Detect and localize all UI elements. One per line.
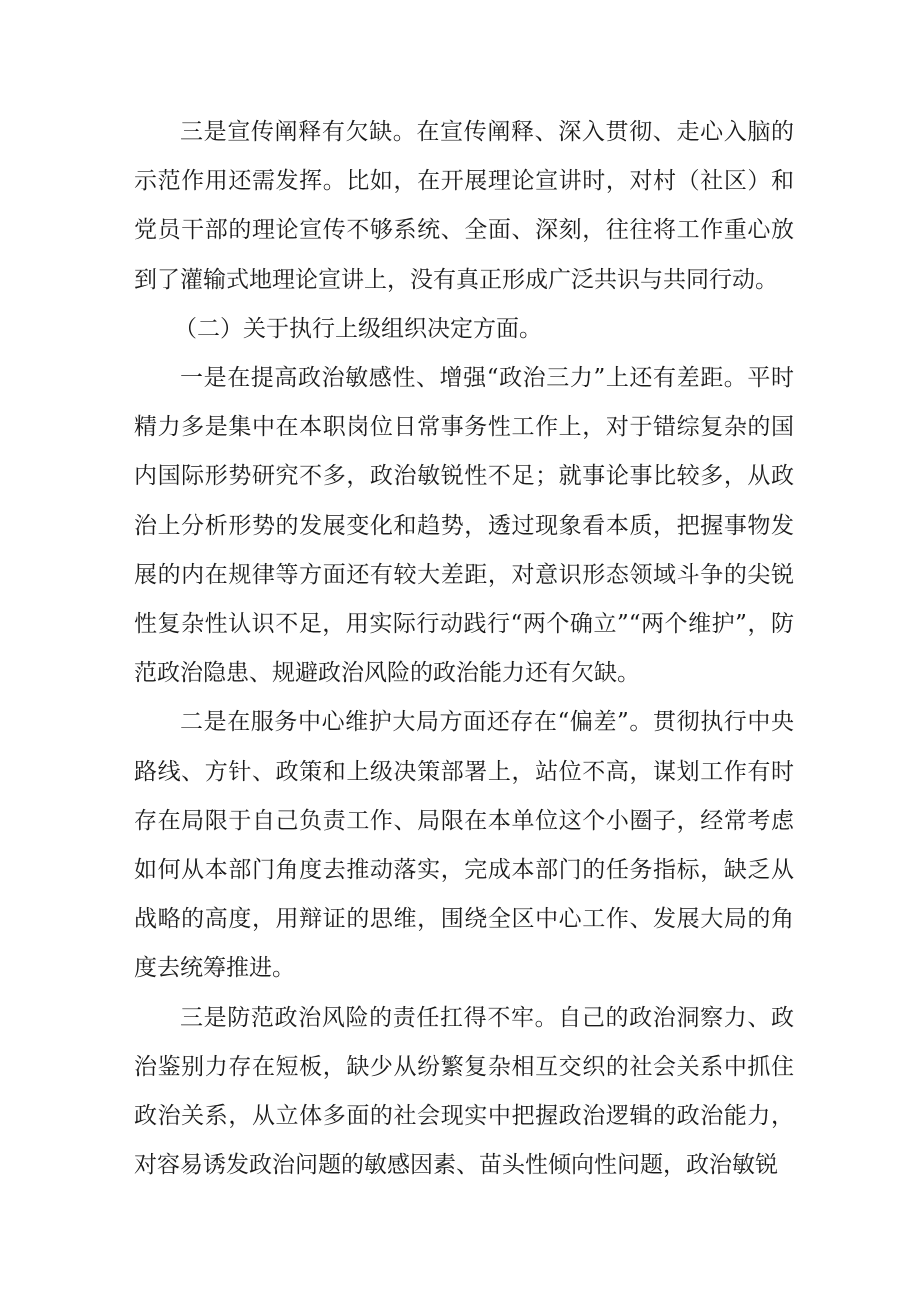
paragraph-political-sensitivity: 一是在提高政治敏感性、增强“政治三力”上还有差距。平时精力多是集中在本职岗位日常事务性工作上，对于错综复杂的国内国际形势研究不多，政治敏锐性不足；就事论事比较多，从政治上分析形势的发展变化和趋势，透过现象看本质，把握事物发展的内在规律等方面还有较大差距，对意识形态领域斗争的尖锐性复杂性认识不足，用实际行动践行“两个确立”“两个维护”，防范政治隐患、规避政治风险的政治能力还有欠缺。 (134, 365, 794, 687)
paragraph-political-risk: 三是防范政治风险的责任扛得不牢。自己的政治洞察力、政治鉴别力存在短板，缺少从纷繁复杂相互交织的社会关系中抓住政治关系，从立体多面的社会现实中把握政治逻辑的政治能力，对容易诱发政治问题的敏感因素、苗头性倾向性问题，政治敏锐 (134, 1004, 794, 1179)
paragraph-overall-situation: 二是在服务中心维护大局方面还存在“偏差”。贯彻执行中央路线、方针、政策和上级决策部署上，站位不高，谋划工作有时存在局限于自己负责工作、局限在本单位这个小圈子，经常考虑如何从本部门角度去推动落实，完成本部门的任务指标，缺乏从战略的高度，用辩证的思维，围绕全区中心工作、发展大局的角度去统筹推进。 (134, 709, 794, 982)
paragraph-propaganda-shortcoming: 三是宣传阐释有欠缺。在宣传阐释、深入贯彻、走心入脑的示范作用还需发挥。比如，在开展理论宣讲时，对村（社区）和党员干部的理论宣传不够系统、全面、深刻，往往将工作重心放到了灌输式地理论宣讲上，没有真正形成广泛共识与共同行动。 (134, 119, 794, 293)
section-heading-execution: （二）关于执行上级组织决定方面。 (174, 315, 542, 342)
document-body (134, 108, 794, 1190)
